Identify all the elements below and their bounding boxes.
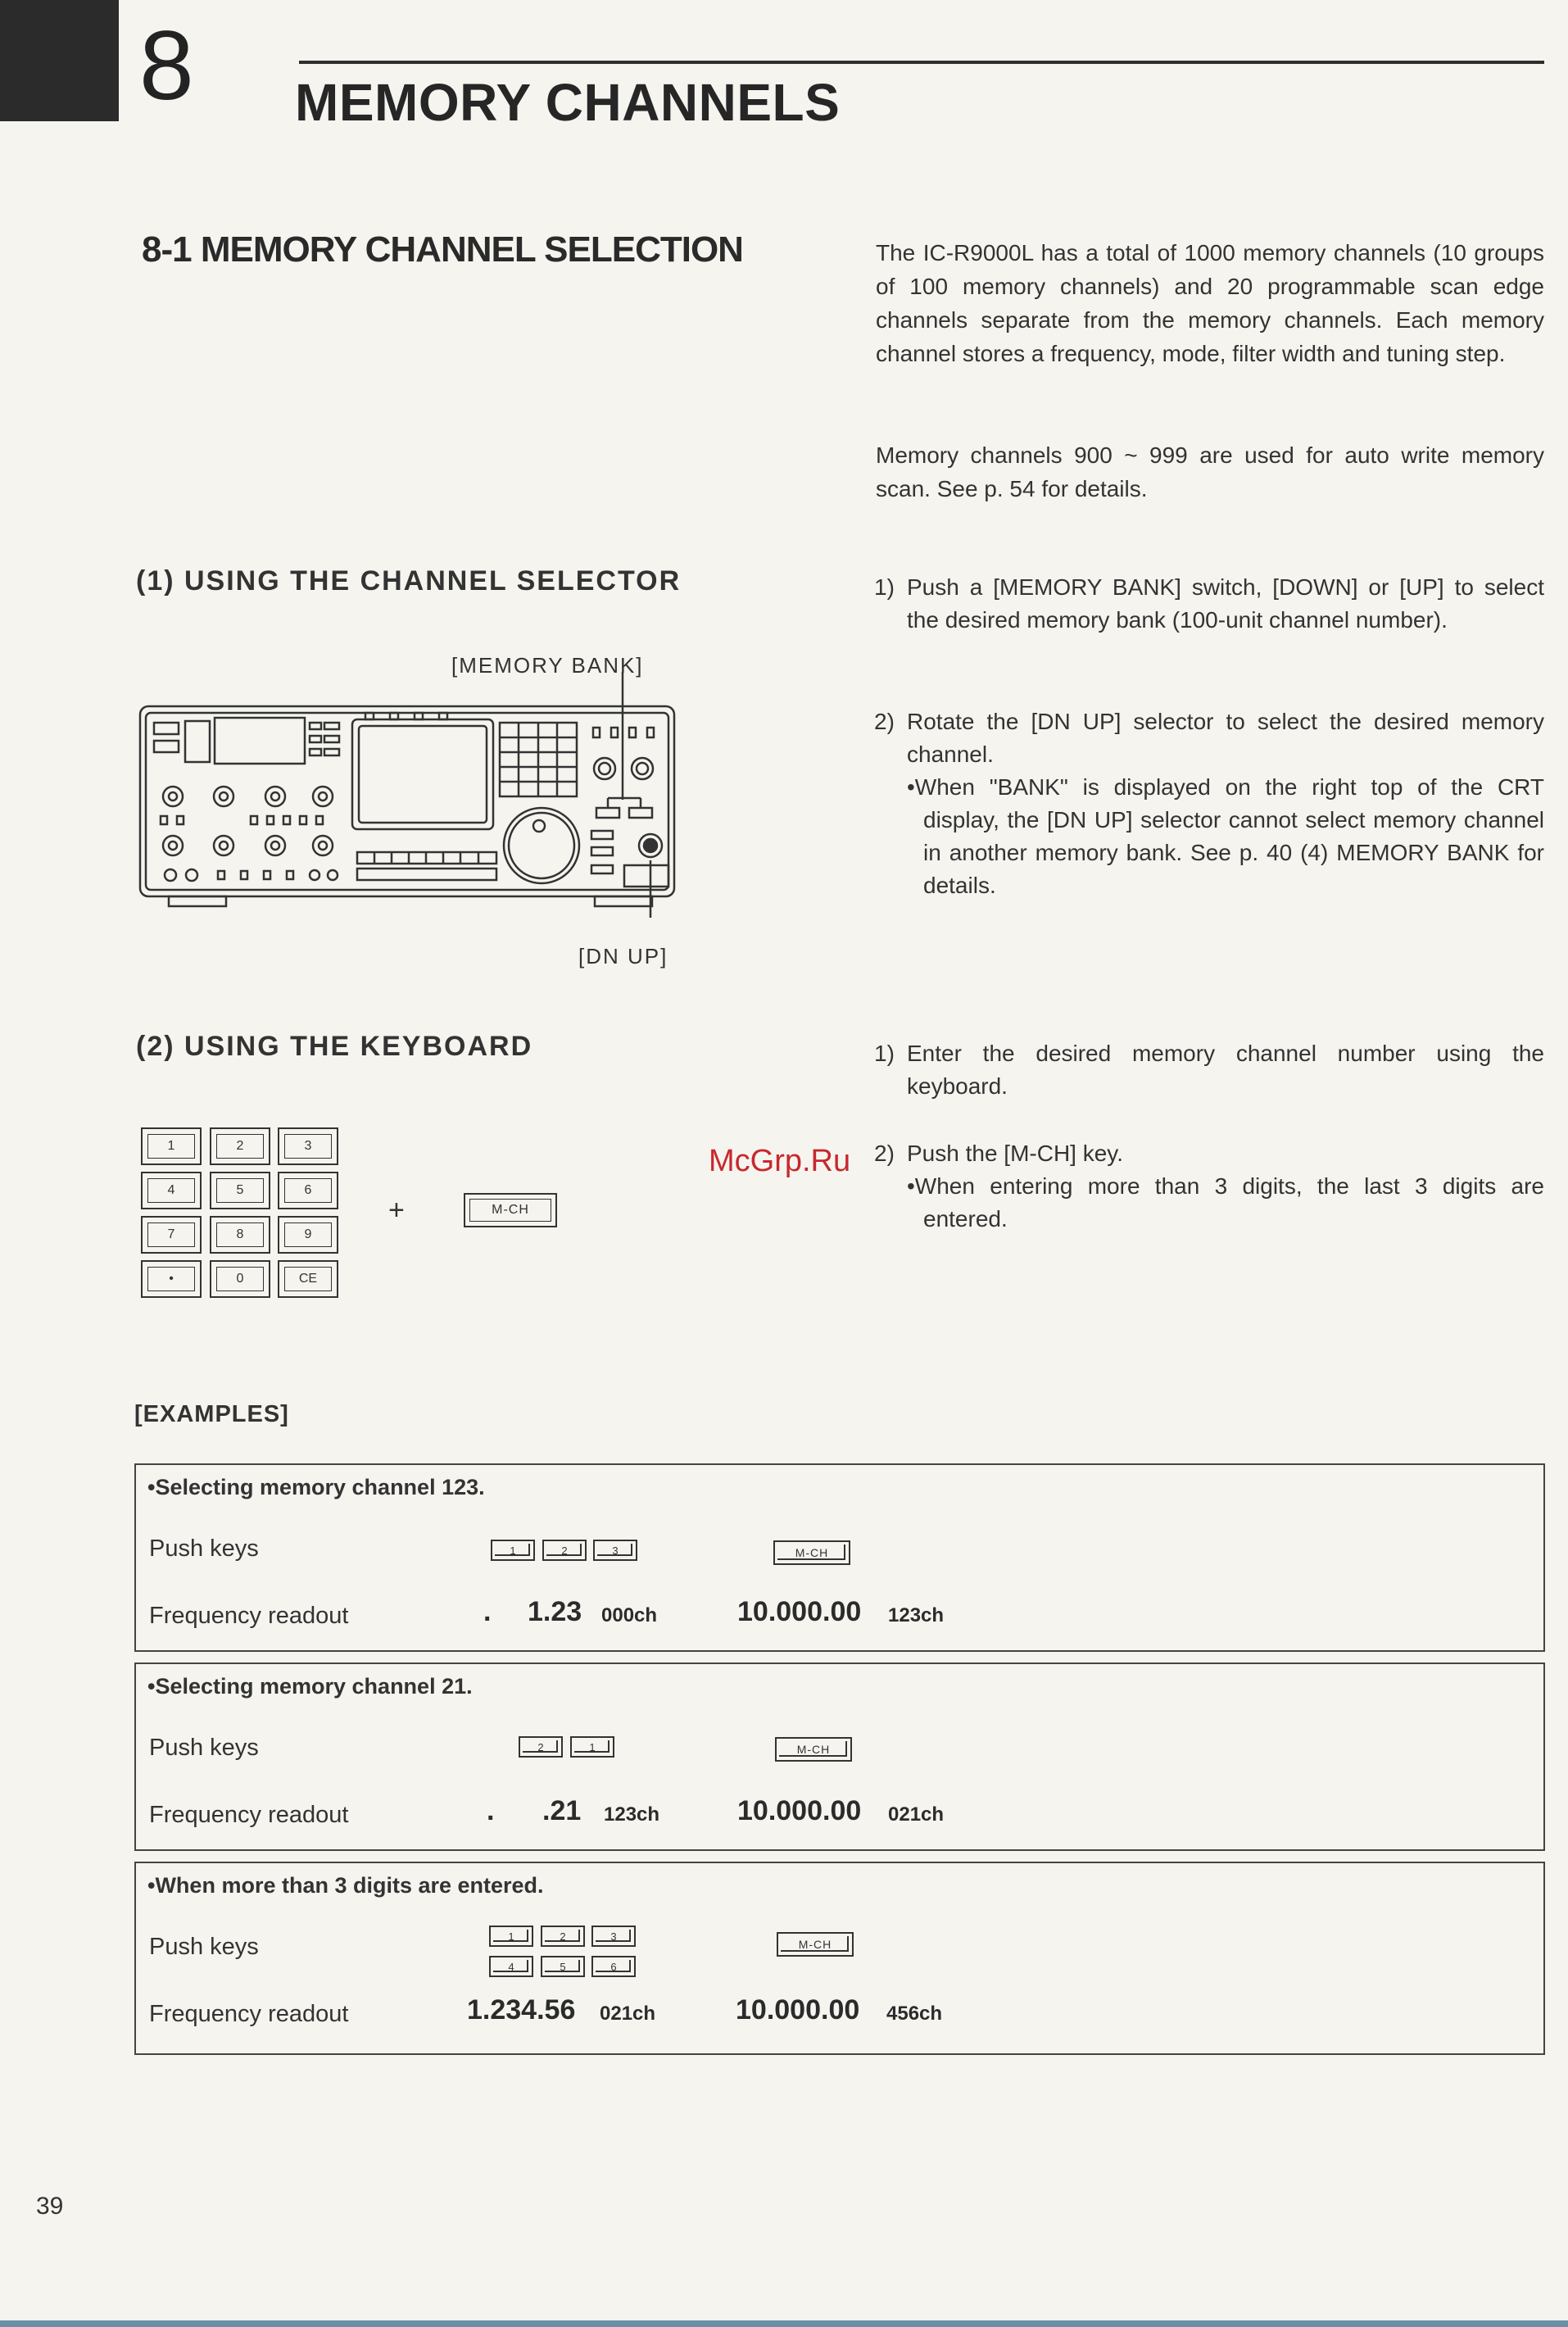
- keyboard-step-1: [874, 1037, 1544, 1103]
- selector-step-1-text: Push a [MEMORY BANK] switch, [DOWN] or [UP] to select the desired memory bank (100-unit channel number).: [907, 574, 1544, 633]
- mch-key: M-CH: [464, 1193, 557, 1227]
- memory-bank-label: [MEMORY BANK]: [451, 653, 644, 678]
- keypad-key-5: 5: [210, 1172, 270, 1209]
- example-2-key-2: 2: [519, 1736, 563, 1758]
- example-3-frequency-label: Frequency readout: [149, 2001, 349, 2027]
- chapter-title: MEMORY CHANNELS: [295, 73, 841, 132]
- example-2-frequency-label: Frequency readout: [149, 1802, 349, 1828]
- keyboard-step-1-number: 1): [874, 1041, 895, 1066]
- keypad-key-0: 0: [210, 1260, 270, 1298]
- example-3-readout-2-channel: 456ch: [886, 2003, 943, 2025]
- example-1-readout-1-dot: .: [483, 1596, 492, 1627]
- example-3-readout-2: 10.000.00: [736, 1994, 860, 2025]
- example-3-key-4: 4: [489, 1956, 533, 1977]
- keyboard-subtitle: (2) USING THE KEYBOARD: [136, 1031, 533, 1062]
- example-3-push-keys-label: Push keys: [149, 1934, 259, 1960]
- keyboard-step-2: [874, 1137, 1544, 1236]
- keypad-key-1: 1: [141, 1127, 202, 1165]
- selector-step-1-number: 1): [874, 574, 895, 600]
- example-3-key-5: 5: [541, 1956, 585, 1977]
- bottom-edge: [0, 2320, 1568, 2327]
- example-2-mch-key: M-CH: [775, 1737, 852, 1762]
- selector-step-2-text: Rotate the [DN UP] selector to select the desired memory channel.: [907, 709, 1544, 767]
- example-1-readout-2: 10.000.00: [737, 1596, 862, 1627]
- keypad-key-4: 4: [141, 1172, 202, 1209]
- section-title: 8-1 MEMORY CHANNEL SELECTION: [142, 229, 743, 270]
- example-2-readout-1-dot: .: [487, 1795, 495, 1826]
- example-2-readout-2: 10.000.00: [737, 1795, 862, 1826]
- example-3-readout-1-channel: 021ch: [600, 2003, 656, 2025]
- keypad-key-6: 6: [278, 1172, 338, 1209]
- selector-subtitle: (1) USING THE CHANNEL SELECTOR: [136, 565, 682, 596]
- example-3-key-6: 6: [591, 1956, 636, 1977]
- example-1-readout-1-channel: 000ch: [601, 1604, 658, 1626]
- intro-paragraph-2: Memory channels 900 ~ 999 are used for auto write memory scan. See p. 54 for details.: [876, 442, 1544, 501]
- page-number: 39: [36, 2193, 64, 2220]
- plus-sign: +: [388, 1195, 405, 1226]
- example-2-readout-1-channel: 123ch: [604, 1803, 660, 1826]
- selector-step-2: [874, 705, 1544, 902]
- keyboard-step-2-note: •When entering more than 3 digits, the last 3 digits are entered.: [907, 1173, 1544, 1232]
- example-1-mch-key: M-CH: [773, 1540, 850, 1565]
- keyboard-step-1-text: Enter the desired memory channel number using the keyboard.: [907, 1041, 1544, 1099]
- example-3-key-3: 3: [591, 1926, 636, 1947]
- keyboard-step-2-number: 2): [874, 1141, 895, 1166]
- example-1-key-3: 3: [593, 1540, 637, 1561]
- title-rule: [299, 61, 1544, 64]
- keypad-key-7: 7: [141, 1216, 202, 1254]
- example-3-heading: •When more than 3 digits are entered.: [147, 1873, 544, 1898]
- example-1-heading: •Selecting memory channel 123.: [147, 1475, 485, 1499]
- example-1-push-keys-label: Push keys: [149, 1535, 259, 1562]
- examples-title: [EXAMPLES]: [134, 1401, 289, 1427]
- intro-paragraph-1: The IC-R9000L has a total of 1000 memory channels (10 groups of 100 memory channels) and 20 programmable scan edge channels separate from the memory channels. Each memory channel stores a frequency, mode, filter width and tuning step.: [876, 240, 1544, 366]
- selector-step-1: [874, 571, 1544, 637]
- chapter-number: 8: [139, 11, 194, 120]
- keypad-key-9: 9: [278, 1216, 338, 1254]
- keypad-key-dot: •: [141, 1260, 202, 1298]
- example-3-key-2: 2: [541, 1926, 585, 1947]
- example-3-readout-1: 1.234.56: [467, 1994, 576, 2025]
- example-2-readout-1: .21: [542, 1795, 582, 1826]
- example-3-key-1: 1: [489, 1926, 533, 1947]
- example-2-heading: •Selecting memory channel 21.: [147, 1674, 473, 1699]
- example-1-key-2: 2: [542, 1540, 587, 1561]
- example-1-readout-1: 1.23: [528, 1596, 582, 1627]
- chapter-tab-block: [0, 0, 119, 121]
- example-box-3: [134, 1862, 1545, 2055]
- keyboard-step-2-text: Push the [M-CH] key.: [907, 1141, 1124, 1166]
- selector-step-2-number: 2): [874, 709, 895, 734]
- watermark: McGrp.Ru: [709, 1144, 851, 1178]
- example-3-mch-key: M-CH: [777, 1932, 854, 1957]
- keypad-key-3: 3: [278, 1127, 338, 1165]
- dn-up-label: [DN UP]: [578, 944, 668, 968]
- example-2-push-keys-label: Push keys: [149, 1735, 259, 1761]
- example-1-key-1: 1: [491, 1540, 535, 1561]
- example-2-readout-2-channel: 021ch: [888, 1803, 945, 1826]
- keypad-key-ce: CE: [278, 1260, 338, 1298]
- keypad-key-8: 8: [210, 1216, 270, 1254]
- example-1-frequency-label: Frequency readout: [149, 1603, 349, 1629]
- example-1-readout-2-channel: 123ch: [888, 1604, 945, 1626]
- example-box-2: [134, 1662, 1545, 1851]
- example-box-1: [134, 1463, 1545, 1652]
- selector-step-2-note: •When "BANK" is displayed on the right top of the CRT display, the [DN UP] selector cannot select memory channel in another memory bank. See p. 40 (4) MEMORY BANK for details.: [907, 774, 1544, 898]
- receiver-front-panel-illustration: [136, 672, 682, 918]
- example-2-key-1: 1: [570, 1736, 614, 1758]
- keypad-key-2: 2: [210, 1127, 270, 1165]
